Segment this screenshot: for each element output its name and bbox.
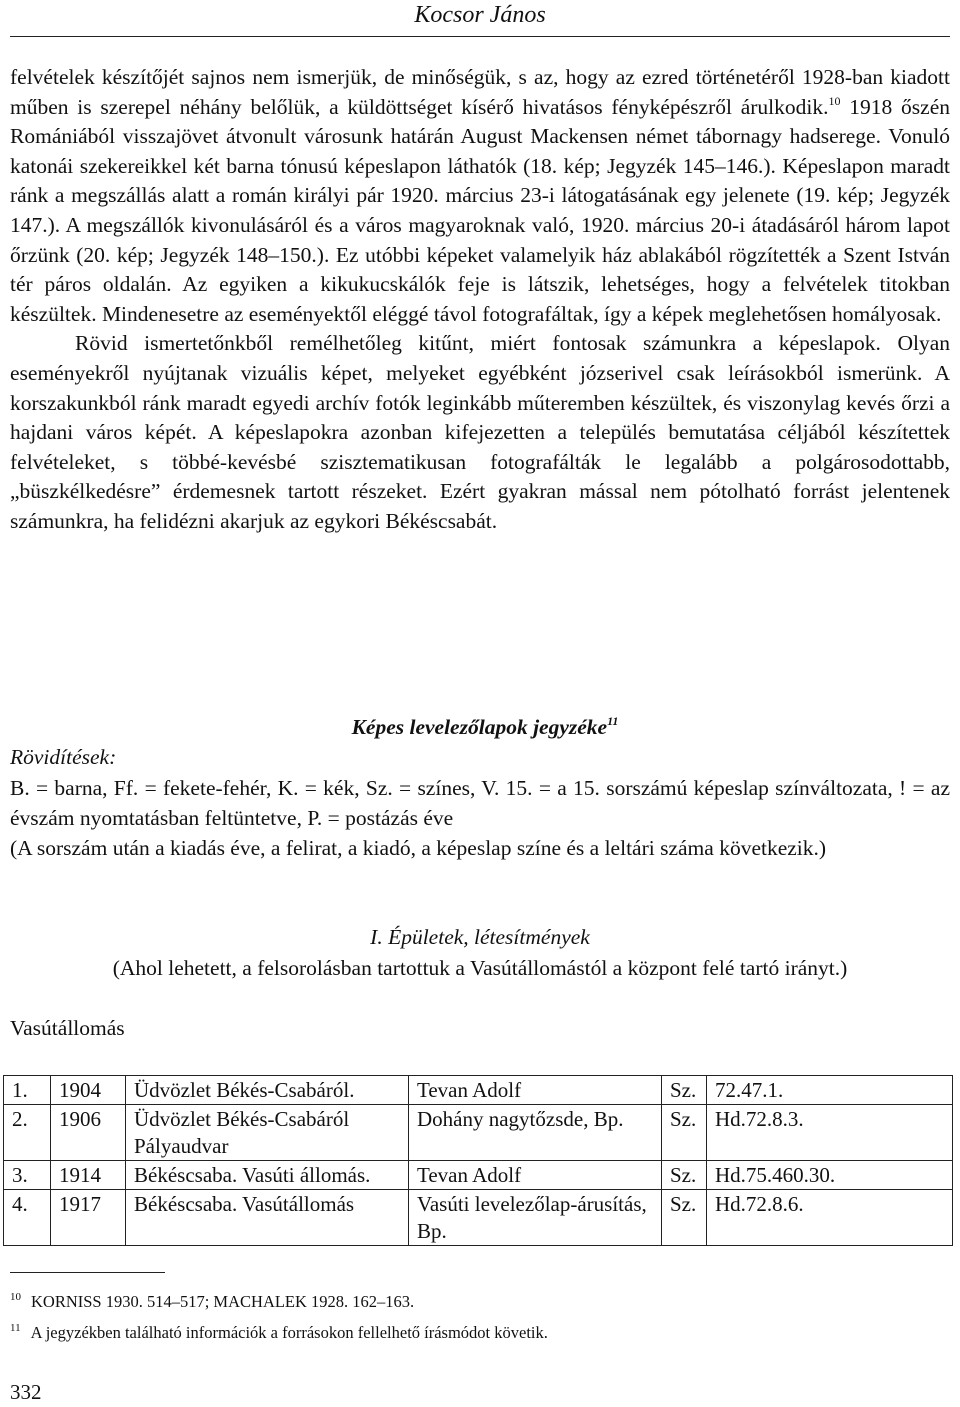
row-color: Sz. bbox=[662, 1076, 707, 1105]
row-publisher: Tevan Adolf bbox=[409, 1076, 662, 1105]
abbreviations-line-2: (A sorszám után a kiadás éve, a felirat, a kiadó, a képeslap színe és a leltári száma következik.) bbox=[10, 836, 827, 860]
row-year: 1914 bbox=[51, 1161, 126, 1190]
row-number: 1. bbox=[4, 1076, 51, 1105]
footnote-text: A jegyzékben található információk a forrásokon fellelhető írásmódot követik. bbox=[30, 1323, 548, 1342]
header-rule bbox=[10, 36, 950, 37]
list-title-text: Képes levelezőlapok jegyzéke bbox=[351, 715, 608, 739]
table-row bbox=[4, 1190, 953, 1246]
row-color: Sz. bbox=[662, 1105, 707, 1161]
row-caption: Üdvözlet Békés-Csabáról Pályaudvar bbox=[126, 1105, 409, 1161]
row-inventory: Hd.72.8.6. bbox=[707, 1190, 953, 1246]
row-caption: Békéscsaba. Vasúti állomás. bbox=[126, 1161, 409, 1190]
row-caption: Üdvözlet Békés-Csabáról. bbox=[126, 1076, 409, 1105]
list-title bbox=[0, 712, 960, 742]
section-note: (Ahol lehetett, a felsorolásban tartottuk a Vasútállomástól a központ felé tartó irányt.) bbox=[112, 956, 848, 980]
footnote-text: KORNISS 1930. 514–517; MACHALEK 1928. 162–163. bbox=[31, 1292, 415, 1311]
page-number: 332 bbox=[10, 1380, 42, 1404]
running-header-author: Kocsor János bbox=[414, 2, 546, 28]
row-publisher: Dohány nagytőzsde, Bp. bbox=[409, 1105, 662, 1161]
abbreviations-line-1: B. = barna, Ff. = fekete-fehér, K. = kék, Sz. = színes, V. 15. = a 15. sorszámú képeslap színváltozata, ! = az évszám nyomtatásban feltüntetve, P. = postázás éve bbox=[10, 776, 950, 830]
row-color: Sz. bbox=[662, 1190, 707, 1246]
row-color: Sz. bbox=[662, 1161, 707, 1190]
row-inventory: Hd.72.8.3. bbox=[707, 1105, 953, 1161]
row-number: 2. bbox=[4, 1105, 51, 1161]
table-row bbox=[4, 1076, 953, 1105]
row-publisher: Vasúti levelezőlap-árusítás, Bp. bbox=[409, 1190, 662, 1246]
footnote-mark: 10 bbox=[10, 1291, 21, 1303]
row-number: 3. bbox=[4, 1161, 51, 1190]
footnote-11 bbox=[10, 1315, 950, 1346]
row-number: 4. bbox=[4, 1190, 51, 1246]
abbreviations-heading: Rövidítések: bbox=[10, 745, 117, 769]
footnotes bbox=[10, 1284, 950, 1346]
body-text bbox=[10, 63, 950, 537]
paragraph-1-part-b: 1918 őszén Romániából visszajövet átvonult városunk határán August Mackensen német tábornagy hadserege. Vonuló katonái szekereikkel két barna tónusú képeslapon láthatók (18. kép; Jegyzék 145–146.). Képeslapon maradt ránk a megszállás alatt a román királyi pár 1920. március 23-i látogatásának egy jelenete (19. kép; Jegyzék 147.). A megszállók kivonulásáról és a város magyaroknak való, 1920. március 20-i átadásáról három lapot őrzünk (20. kép; Jegyzék 148–150.). Ez utóbbi képeket valamelyik ház ablakából rögzítették a Szent István tér páros oldalán. Az egyiken a kikukucskálók feje is látszik, lehetséges, hogy a felvételek titokban készültek. Mindenesetre az eseményektől eléggé távol fotografáltak, így a képek meglehetősen homályosak. bbox=[10, 94, 951, 326]
footnote-10 bbox=[10, 1284, 950, 1315]
paragraph-1 bbox=[10, 63, 950, 329]
footnote-mark: 11 bbox=[10, 1322, 21, 1334]
row-year: 1906 bbox=[51, 1105, 126, 1161]
table-row bbox=[4, 1105, 953, 1161]
abbreviations-text bbox=[10, 773, 950, 863]
row-inventory: Hd.75.460.30. bbox=[707, 1161, 953, 1190]
row-publisher: Tevan Adolf bbox=[409, 1161, 662, 1190]
row-inventory: 72.47.1. bbox=[707, 1076, 953, 1105]
row-year: 1917 bbox=[51, 1190, 126, 1246]
row-caption: Békéscsaba. Vasútállomás bbox=[126, 1190, 409, 1246]
table-row bbox=[4, 1161, 953, 1190]
section-title: I. Épületek, létesítmények bbox=[370, 925, 590, 949]
footnote-ref-10[interactable]: 10 bbox=[828, 93, 841, 108]
paragraph-1-part-a: felvételek készítőjét sajnos nem ismerjük, de minőségük, s az, hogy az ezred történetéről 1928-ban kiadott műben is szerepel néhány belőlük, a küldöttséget kísérő hivatásos fényképészről árulkodik. bbox=[10, 65, 950, 119]
paragraph-2: Rövid ismertetőnkből remélhetőleg kitűnt, miért fontosak számunkra a képeslapok. Olyan eseményekről nyújtanak vizuális képet, melyeket egyébként józserivel csak leírásokból ismerünk. A korszakunkból ránk maradt egyedi archív fotók leginkább műteremben készültek, és viszonylag kevés őrzi a hajdani város képét. A képeslapokra azonban kifejezetten a település bemutatása céljából készítettek felvételeket, s többé-kevésbé szisztematikusan fotografálták le legalább a polgárosodottabb, „büszkélkedésre” érdemesnek tartott részeket. Ezért gyakran mással nem pótolható forrást jelentenek számunkra, ha felidézni akarjuk az egykori Békéscsabát. bbox=[10, 331, 950, 533]
subsection-heading: Vasútállomás bbox=[10, 1016, 125, 1040]
row-year: 1904 bbox=[51, 1076, 126, 1105]
footnote-rule bbox=[10, 1272, 165, 1273]
postcard-table bbox=[3, 1075, 953, 1246]
footnote-ref-11[interactable]: 11 bbox=[607, 714, 619, 728]
